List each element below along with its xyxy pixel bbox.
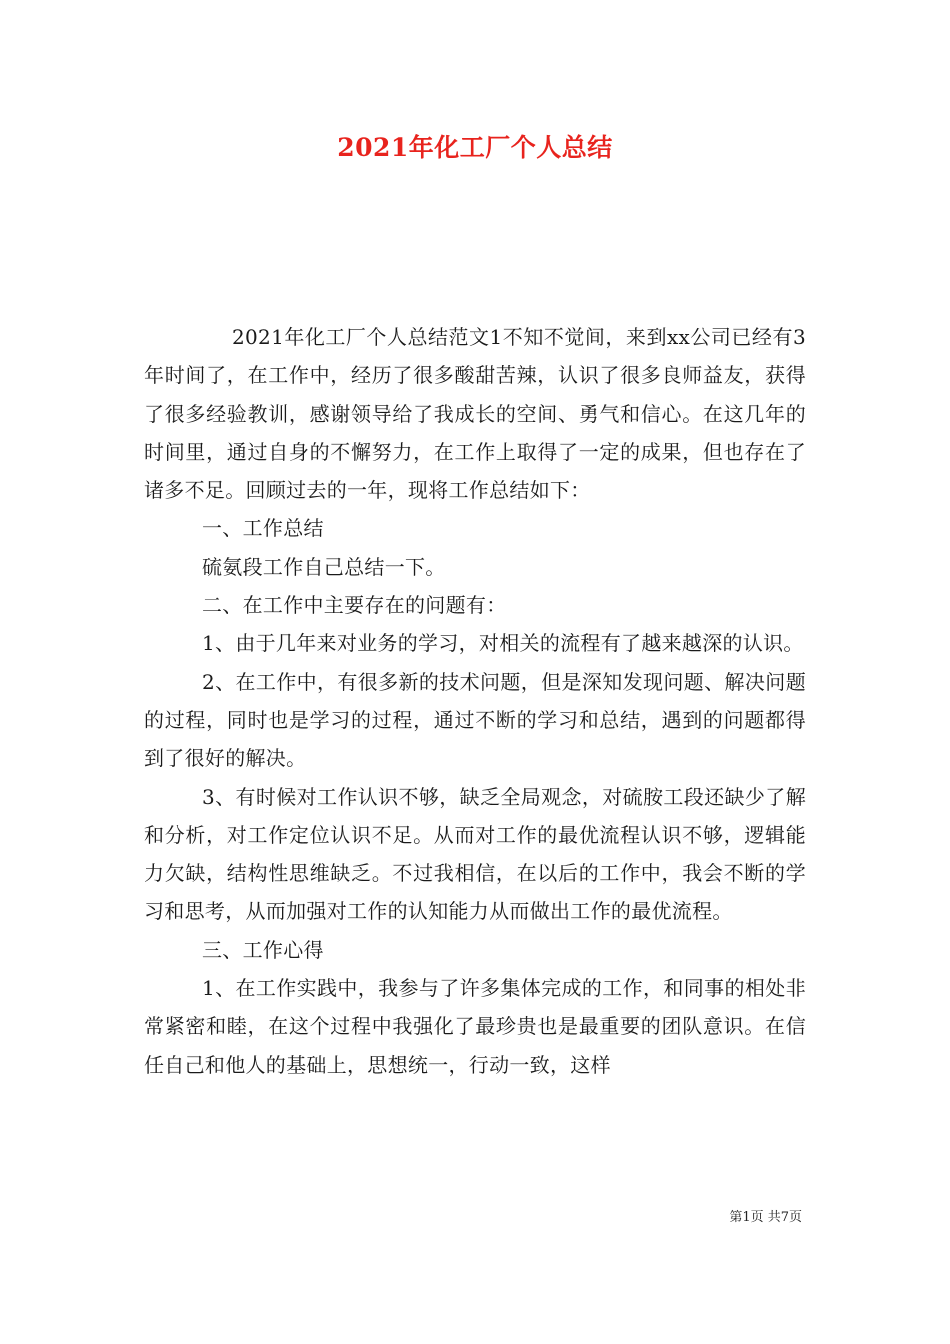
section-heading-1: 一、工作总结: [202, 516, 324, 541]
list-item: 1、在工作实践中，我参与了许多集体完成的工作，和同事的相处非常紧密和睦，在这个过程中我强化了最珍贵也是最重要的团队意识。在信任自己和他人的基础上，思想统一，行动一致，这样: [144, 976, 806, 1077]
list-item: 3、有时候对工作认识不够，缺乏全局观念，对硫胺工段还缺少了解和分析，对工作定位认识不足。从而对工作的最优流程认识不够，逻辑能力欠缺，结构性思维缺乏。不过我相信，在以后的工作中，我会不断的学习和思考，从而加强对工作的认知能力从而做出工作的最优流程。: [144, 784, 806, 924]
page-number: 第1页 共7页: [729, 1210, 802, 1225]
list-item: 2、在工作中，有很多新的技术问题，但是深知发现问题、解决问题的过程，同时也是学习的过程，通过不断的学习和总结，遇到的问题都得到了很好的解决。: [144, 669, 806, 771]
document-body: [144, 318, 806, 1084]
paragraph-intro: 2021年化工厂个人总结范文1不知不觉间，来到xx公司已经有3年时间了，在工作中，经历了很多酸甜苦辣，认识了很多良师益友，获得了很多经验教训，感谢领导给了我成长的空间、勇气和信心。在这几年的时间里，通过自身的不懈努力，在工作上取得了一定的成果，但也存在了诸多不足。回顾过去的一年，现将工作总结如下：: [144, 325, 806, 503]
section-heading-3: 三、工作心得: [202, 937, 324, 962]
list-item: 1、由于几年来对业务的学习，对相关的流程有了越来越深的认识。: [202, 631, 804, 656]
paragraph: 硫氨段工作自己总结一下。: [202, 554, 446, 579]
section-heading-2: 二、在工作中主要存在的问题有：: [202, 593, 507, 618]
document-title: 2021年化工厂个人总结: [337, 133, 613, 162]
